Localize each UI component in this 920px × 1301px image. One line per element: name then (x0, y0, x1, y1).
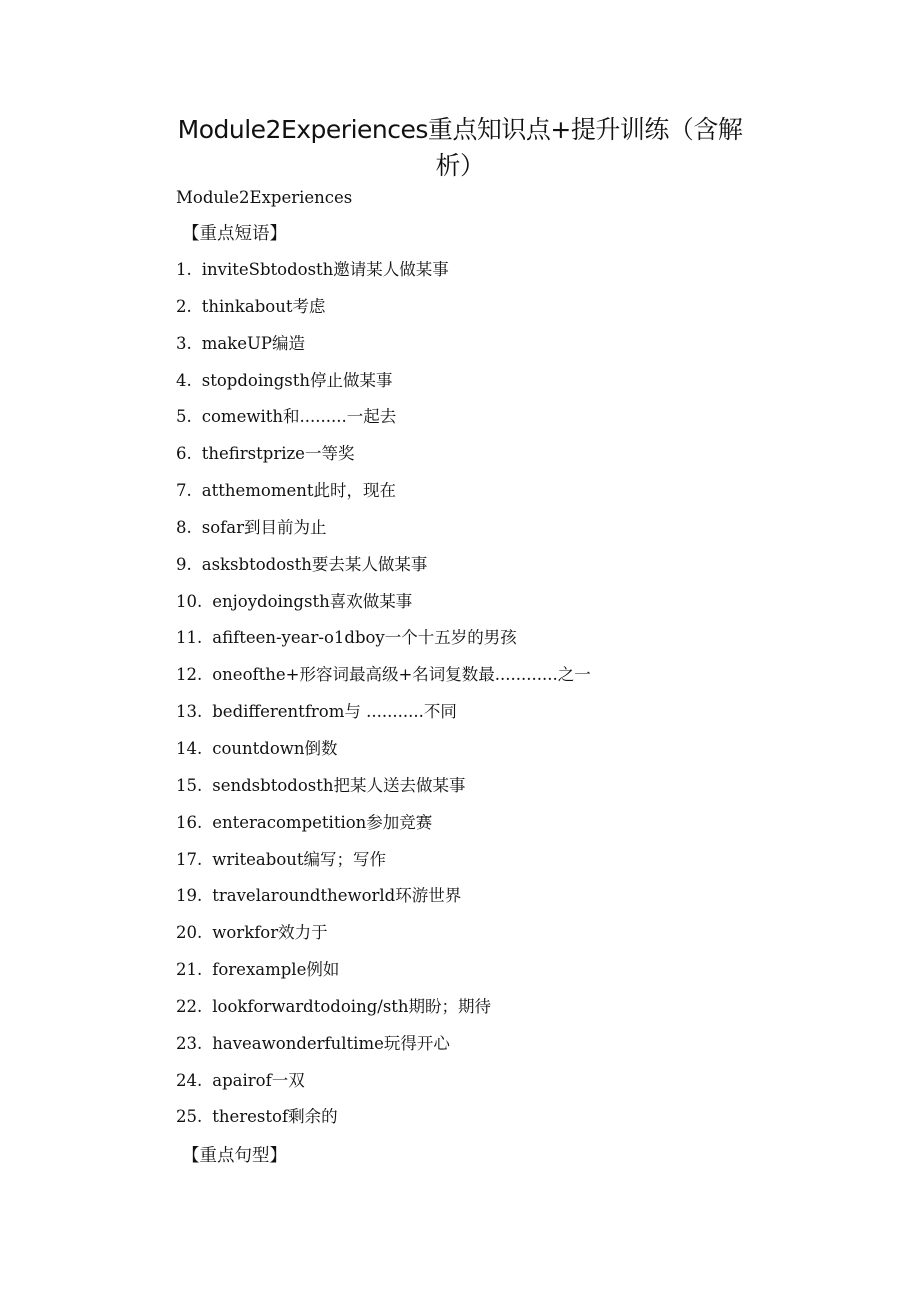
phrase-text: haveawonderfultime玩得开心 (212, 1033, 450, 1053)
phrase-number: 23. (176, 1033, 203, 1053)
phrase-item (176, 811, 591, 848)
phrase-item (176, 1032, 591, 1069)
sentences-heading: 【重点句型】 (182, 1146, 287, 1166)
phrase-number: 10. (176, 591, 203, 611)
phrase-text: bedifferentfrom与 ...........不同 (212, 702, 457, 722)
phrase-number: 20. (176, 923, 203, 943)
phrase-item (176, 516, 591, 553)
phrase-item (176, 553, 591, 590)
phrase-item (176, 737, 591, 774)
phrase-item (176, 626, 591, 663)
phrase-number: 4. (176, 370, 192, 390)
phrase-text: thinkabout考虑 (201, 296, 326, 316)
phrase-text: comewith和.........一起去 (201, 407, 397, 427)
phrase-text: therestof剩余的 (212, 1107, 338, 1127)
phrase-item (176, 442, 591, 479)
phrase-item (176, 405, 591, 442)
phrase-item (176, 774, 591, 811)
phrase-number: 7. (176, 481, 192, 501)
phrase-text: asksbtodosth要去某人做某事 (201, 554, 428, 574)
phrase-text: afifteen-year-o1dboy一个十五岁的男孩 (212, 628, 517, 648)
phrase-item (176, 258, 591, 295)
phrase-text: enjoydoingsth喜欢做某事 (212, 591, 413, 611)
document-title: Module2Experiences重点知识点+提升训练（含解析） (177, 115, 743, 180)
phrase-number: 3. (176, 333, 192, 353)
phrase-text: sendsbtodosth把某人送去做某事 (212, 775, 466, 795)
phrase-item (176, 958, 591, 995)
phrase-text: lookforwardtodoing/sth期盼；期待 (212, 996, 492, 1016)
phrase-text: travelaroundtheworld环游世界 (212, 886, 462, 906)
phrase-text: stopdoingsth停止做某事 (201, 370, 393, 390)
phrase-item (176, 590, 591, 627)
phrase-item (176, 663, 591, 700)
phrase-number: 17. (176, 849, 203, 869)
phrase-number: 21. (176, 960, 203, 980)
phrase-number: 5. (176, 407, 192, 427)
phrase-item (176, 332, 591, 369)
phrase-text: enteracompetition参加竞赛 (212, 812, 433, 832)
phrase-item (176, 700, 591, 737)
phrase-number: 19. (176, 886, 203, 906)
phrase-number: 12. (176, 665, 203, 685)
phrase-item (176, 995, 591, 1032)
phrase-text: workfor效力于 (212, 923, 328, 943)
phrase-number: 13. (176, 702, 203, 722)
phrase-text: thefirstprize一等奖 (201, 444, 355, 464)
phrase-list (176, 258, 591, 1142)
phrase-text: inviteSbtodosth邀请某人做某事 (201, 260, 449, 279)
phrase-number: 15. (176, 775, 203, 795)
phrase-item (176, 479, 591, 516)
document-subtitle: Module2Experiences (176, 188, 353, 207)
phrase-number: 2. (176, 296, 192, 316)
phrase-number: 1. (176, 260, 192, 279)
phrase-item (176, 369, 591, 406)
phrases-heading: 【重点短语】 (182, 224, 287, 244)
phrase-number: 6. (176, 444, 192, 464)
phrase-item (176, 921, 591, 958)
phrase-number: 14. (176, 738, 203, 758)
phrase-number: 22. (176, 996, 203, 1016)
phrase-text: apairof一双 (212, 1070, 305, 1090)
phrase-text: sofar到目前为止 (201, 517, 327, 537)
phrase-text: writeabout编写；写作 (212, 849, 387, 869)
phrase-number: 8. (176, 517, 192, 537)
phrase-text: forexample例如 (212, 960, 340, 980)
phrase-text: oneofthe+形容词最高级+名词复数最............之一 (212, 665, 591, 685)
phrase-item (176, 884, 591, 921)
phrase-text: countdown倒数 (212, 738, 338, 758)
phrase-number: 16. (176, 812, 203, 832)
phrase-item (176, 848, 591, 885)
phrase-number: 9. (176, 554, 192, 574)
phrase-item (176, 1069, 591, 1106)
phrase-number: 11. (176, 628, 203, 648)
phrase-text: makeUP编造 (201, 333, 306, 353)
phrase-item (176, 295, 591, 332)
phrase-number: 24. (176, 1070, 203, 1090)
phrase-number: 25. (176, 1107, 203, 1127)
phrase-text: atthemoment此时，现在 (201, 481, 396, 501)
phrase-item (176, 1105, 591, 1142)
